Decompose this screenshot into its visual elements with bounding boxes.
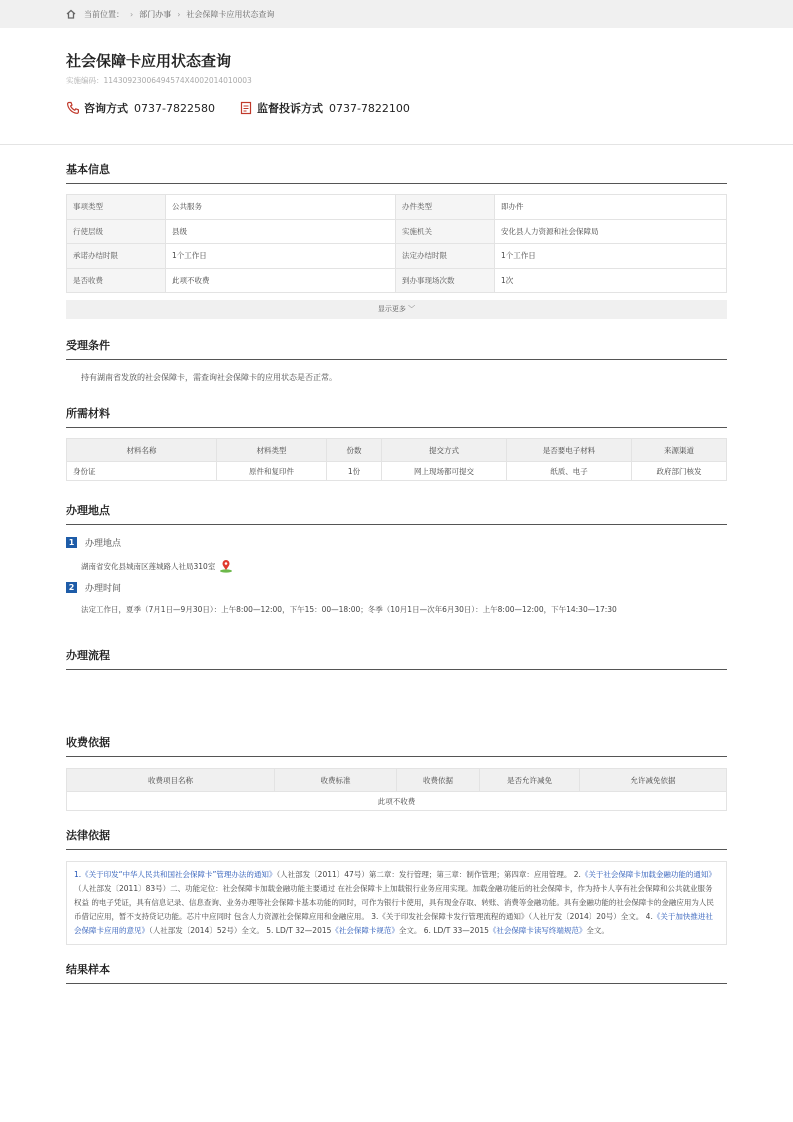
law-link[interactable]: 《关于社会保障卡加载金融功能的通知》 — [580, 870, 716, 879]
info-value: 县级 — [166, 219, 396, 244]
column-header: 提交方式 — [382, 439, 507, 462]
law-link[interactable]: 《关于加快推进社会保障卡应用的意见》 — [74, 912, 713, 935]
table-row — [67, 195, 727, 220]
fees-table — [66, 768, 727, 811]
section-title: 收费依据 — [66, 734, 727, 757]
implementation-code: 实施编码：11430923006494574X4002014010003 — [66, 76, 252, 85]
map-pin-icon[interactable] — [218, 559, 234, 573]
column-header: 收费依据 — [397, 769, 480, 792]
info-key: 是否收费 — [67, 268, 166, 293]
empty-fee-cell: 此项不收费 — [67, 792, 727, 811]
column-header: 是否允许减免 — [480, 769, 580, 792]
column-header: 材料类型 — [217, 439, 327, 462]
address-line — [66, 559, 727, 573]
info-value: 此项不收费 — [166, 268, 396, 293]
breadcrumb-separator: › — [130, 9, 134, 19]
info-key: 承诺办结时限 — [67, 244, 166, 269]
contact-bar — [66, 100, 727, 116]
column-header: 收费项目名称 — [67, 769, 275, 792]
phone-icon — [66, 101, 80, 115]
column-header: 来源渠道 — [632, 439, 727, 462]
hours-label: 办理时间 — [85, 584, 122, 594]
table-cell: 原件和复印件 — [217, 462, 327, 481]
info-key: 实施机关 — [396, 219, 495, 244]
law-text — [66, 861, 727, 945]
column-header: 允许减免依据 — [580, 769, 727, 792]
table-header-row — [67, 769, 727, 792]
law-text-segment: 全文。 6. LD/T 33—2015 — [398, 926, 489, 935]
law-link[interactable]: 《社会保障卡规范》 — [331, 926, 399, 935]
fees-section — [66, 734, 727, 811]
materials-section — [66, 405, 727, 481]
number-badge: 1 — [66, 537, 77, 548]
materials-table — [66, 438, 727, 481]
column-header: 份数 — [327, 439, 382, 462]
consult-contact — [66, 100, 215, 116]
law-text-segment: （人社部发〔2011〕83号）二、功能定位：社会保障卡加载金融功能主要通过 在社会保障卡上加载银行业务应用实现。加载金融功能后的社会保障卡，作为持卡人享有社会保障和公共就业服务权益 的电子凭证，具有信息记录、信息查询、业务办理等社会保障卡基本功能的同时，可作为银行卡使用，具有现金存取、转账、消费等金融功能。具有金融功能的社会保障卡的金融应用为人民币借记应用，暂不支持贷记功能。芯片中应同时 包含人力资源社会保障应用和金融应用。 3.《关于印发社会保障卡发行管理流程的通知》（人社厅发〔2014〕20号）全文。 4. — [74, 884, 714, 921]
law-link[interactable]: 《关于印发“中华人民共和国社会保障卡”管理办法的通知》 — [81, 870, 277, 879]
basic-info-section — [66, 161, 727, 319]
table-cell: 1份 — [327, 462, 382, 481]
breadcrumb-current: 社会保障卡应用状态查询 — [186, 9, 275, 19]
result-section — [66, 961, 727, 984]
law-text-segment: （人社部发〔2011〕47号）第二章：发行管理；第三章：制作管理；第四章：应用管理。 2. — [276, 870, 581, 879]
complaint-icon — [239, 101, 253, 115]
location-subheading — [66, 536, 727, 549]
info-value: 公共服务 — [166, 195, 396, 220]
basic-info-table — [66, 194, 727, 293]
info-key: 法定办结时限 — [396, 244, 495, 269]
section-title: 受理条件 — [66, 337, 727, 360]
conditions-section — [66, 337, 727, 383]
home-icon[interactable] — [66, 9, 76, 19]
law-text-segment: 1. — [74, 870, 82, 879]
location-label: 办理地点 — [85, 539, 122, 549]
law-section — [66, 827, 727, 945]
law-text-segment: 全文。 — [586, 926, 609, 935]
table-cell: 身份证 — [67, 462, 217, 481]
info-value: 1个工作日 — [495, 244, 727, 269]
process-section — [66, 647, 727, 670]
table-row — [67, 792, 727, 811]
consult-label: 咨询方式 — [84, 102, 128, 115]
hours-subheading — [66, 581, 727, 594]
info-value: 即办件 — [495, 195, 727, 220]
info-value: 安化县人力资源和社会保障局 — [495, 219, 727, 244]
table-row — [67, 219, 727, 244]
section-title: 法律依据 — [66, 827, 727, 850]
table-cell: 纸质、电子 — [507, 462, 632, 481]
section-title: 结果样本 — [66, 961, 727, 984]
section-title: 办理流程 — [66, 647, 727, 670]
address-text: 湖南省安化县城南区莲城路人社局310室 — [81, 561, 216, 571]
info-key: 到办事现场次数 — [396, 268, 495, 293]
hours-text: 法定工作日，夏季（7月1日—9月30日）：上午8:00—12:00，下午15：00—18:00；冬季（10月1日—次年6月30日）：上午8:00—12:00，下午14:30—17:30 — [81, 605, 617, 614]
info-key: 办件类型 — [396, 195, 495, 220]
table-cell: 政府部门核发 — [632, 462, 727, 481]
info-value: 1个工作日 — [166, 244, 396, 269]
law-link[interactable]: 《社会保障卡读写终端规范》 — [488, 926, 587, 935]
section-title: 所需材料 — [66, 405, 727, 428]
page-header — [0, 28, 793, 145]
table-row — [67, 462, 727, 481]
info-key: 事项类型 — [67, 195, 166, 220]
table-row — [67, 244, 727, 269]
location-section — [66, 502, 727, 615]
breadcrumb — [0, 0, 793, 28]
column-header: 收费标准 — [275, 769, 397, 792]
number-badge: 2 — [66, 582, 77, 593]
column-header: 是否要电子材料 — [507, 439, 632, 462]
column-header: 材料名称 — [67, 439, 217, 462]
complaint-phone: 0737-7822100 — [328, 101, 410, 115]
breadcrumb-separator: › — [177, 9, 181, 19]
complaint-label: 监督投诉方式 — [256, 102, 323, 115]
breadcrumb-prefix: 当前位置： — [84, 9, 124, 19]
section-title: 基本信息 — [66, 161, 727, 184]
table-cell: 网上现场都可提交 — [382, 462, 507, 481]
law-text-segment: （人社部发〔2014〕52号）全文。 5. LD/T 32—2015 — [149, 926, 332, 935]
consult-phone: 0737-7822580 — [134, 101, 215, 115]
table-header-row — [67, 439, 727, 462]
page-title: 社会保障卡应用状态查询 — [66, 52, 232, 70]
info-value: 1次 — [495, 268, 727, 293]
condition-text: 持有湖南省发放的社会保障卡，需查询社会保障卡的应用状态是否正常。 — [81, 373, 337, 382]
info-key: 行使层级 — [67, 219, 166, 244]
breadcrumb-dept-link[interactable]: 部门办事 — [139, 9, 172, 19]
complaint-contact — [239, 100, 410, 116]
table-row — [67, 268, 727, 293]
section-title: 办理地点 — [66, 502, 727, 525]
show-more-button[interactable]: 显示更多 ﹀ — [66, 300, 727, 319]
